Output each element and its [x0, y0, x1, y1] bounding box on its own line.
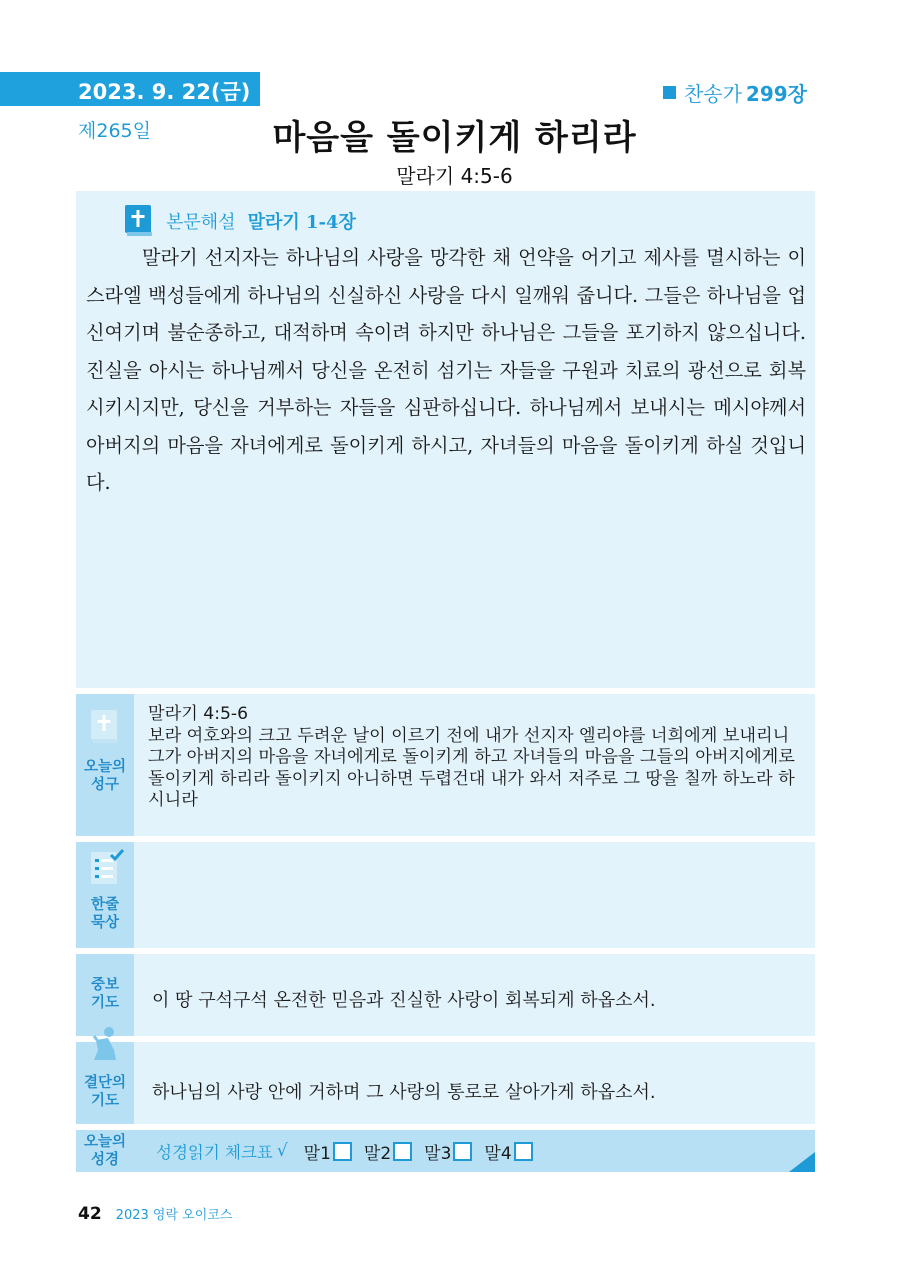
reading-check-item-label: 말4 [484, 1143, 512, 1164]
reading-check-content [138, 1130, 815, 1172]
page-number: 42 [78, 1204, 102, 1224]
resolution-row [76, 1042, 815, 1124]
square-bullet-icon [663, 86, 676, 99]
resolution-side [76, 1042, 134, 1124]
reading-checkbox[interactable] [514, 1142, 533, 1161]
meditation-row [76, 842, 815, 948]
commentary-header [124, 205, 356, 237]
hymn-label: 찬송가 [683, 82, 742, 106]
reading-check-item-label: 말3 [424, 1143, 452, 1164]
today-verse-text: 보라 여호와의 크고 두려운 날이 이르기 전에 내가 선지자 엘리야를 너희에게 보내리니 그가 아버지의 마음을 자녀에게로 돌이키게 하고 자녀들의 마음을 그들의 아버지에게로 돌이키게 하리라 돌이키지 아니하면 두렵건대 내가 와서 저주로 그 땅을 칠까 하노라 하시니라 [148, 725, 795, 810]
reading-check-item[interactable] [424, 1139, 472, 1164]
intercession-side [76, 954, 134, 1036]
meditation-label-2: 묵상 [90, 915, 119, 931]
reading-checkbox[interactable] [333, 1142, 352, 1161]
bible-icon [87, 708, 123, 746]
reading-check-title: 성경읽기 체크표 [156, 1143, 273, 1162]
hymn-info [663, 78, 807, 107]
reading-check-item-label: 말2 [363, 1143, 392, 1164]
reading-check-row [76, 1130, 815, 1172]
today-verse-label-2: 성구 [90, 777, 119, 793]
intercession-label-2: 기도 [90, 995, 119, 1011]
bible-cross-icon [124, 205, 154, 237]
scripture-reference: 말라기 4:5-6 [396, 164, 513, 188]
today-verse-content [148, 704, 808, 812]
reading-checkbox[interactable] [393, 1142, 412, 1161]
today-verse-row [76, 694, 815, 836]
praying-person-icon [86, 1026, 124, 1062]
reading-check-item[interactable] [304, 1139, 352, 1164]
reading-checkbox[interactable] [453, 1142, 472, 1161]
today-verse-side [76, 694, 134, 836]
corner-triangle-icon [789, 1152, 815, 1172]
meditation-label-1: 한줄 [90, 897, 119, 913]
page-footer [78, 1204, 232, 1224]
intercession-row [76, 954, 815, 1036]
book-title: 2023 영락 오이코스 [115, 1208, 233, 1223]
checklist-icon [87, 848, 125, 888]
reading-check-label-2: 성경 [90, 1152, 119, 1168]
commentary-reference: 말라기 1-4장 [247, 212, 356, 233]
intercession-label-1: 중보 [90, 977, 119, 993]
intercession-text: 이 땅 구석구석 온전한 믿음과 진실한 사랑이 회복되게 하옵소서. [152, 990, 656, 1011]
today-verse-reference: 말라기 4:5-6 [148, 704, 249, 724]
date-text: 2023. 9. 22(금) [78, 80, 251, 104]
reading-check-item[interactable] [484, 1139, 532, 1164]
day-count: 제265일 [78, 120, 151, 142]
reading-check-item[interactable] [364, 1139, 412, 1164]
reading-check-label-1: 오늘의 [83, 1134, 127, 1150]
resolution-label-1: 결단의 [83, 1075, 127, 1091]
page-title: 마음을 돌이키게 하리라 [272, 118, 637, 158]
commentary-label: 본문해설 [166, 212, 236, 233]
resolution-label-2: 기도 [90, 1093, 119, 1109]
meditation-side [76, 842, 134, 948]
hymn-number: 299장 [745, 82, 807, 106]
resolution-text: 하나님의 사랑 안에 거하며 그 사랑의 통로로 살아가게 하옵소서. [152, 1082, 656, 1103]
reading-check-side [76, 1130, 134, 1172]
commentary-body: 말라기 선지자는 하나님의 사랑을 망각한 채 언약을 어기고 제사를 멸시하는 이스라엘 백성들에게 하나님의 신실하신 사랑을 다시 일깨워 줍니다. 그들은 하나님을 업신여기며 불순종하고, 대적하며 속이려 하지만 하나님은 그들을 포기하지 않으십니다. 진실을 아시는 하나님께서 당신을 온전히 섬기는 자들을 구원과 치료의 광선으로 회복시키시지만, 당신을 거부하는 자들을 심판하십니다. 하나님께서 보내시는 메시야께서 아버지의 마음을 자녀에게로 돌이키게 하시고, 자녀들의 마음을 돌이키게 하실 것입니다. [86, 246, 806, 494]
today-verse-label-1: 오늘의 [83, 759, 127, 775]
commentary-panel [76, 191, 815, 688]
check-mark-icon: √ [276, 1141, 288, 1161]
reading-check-item-label: 말1 [303, 1143, 331, 1164]
